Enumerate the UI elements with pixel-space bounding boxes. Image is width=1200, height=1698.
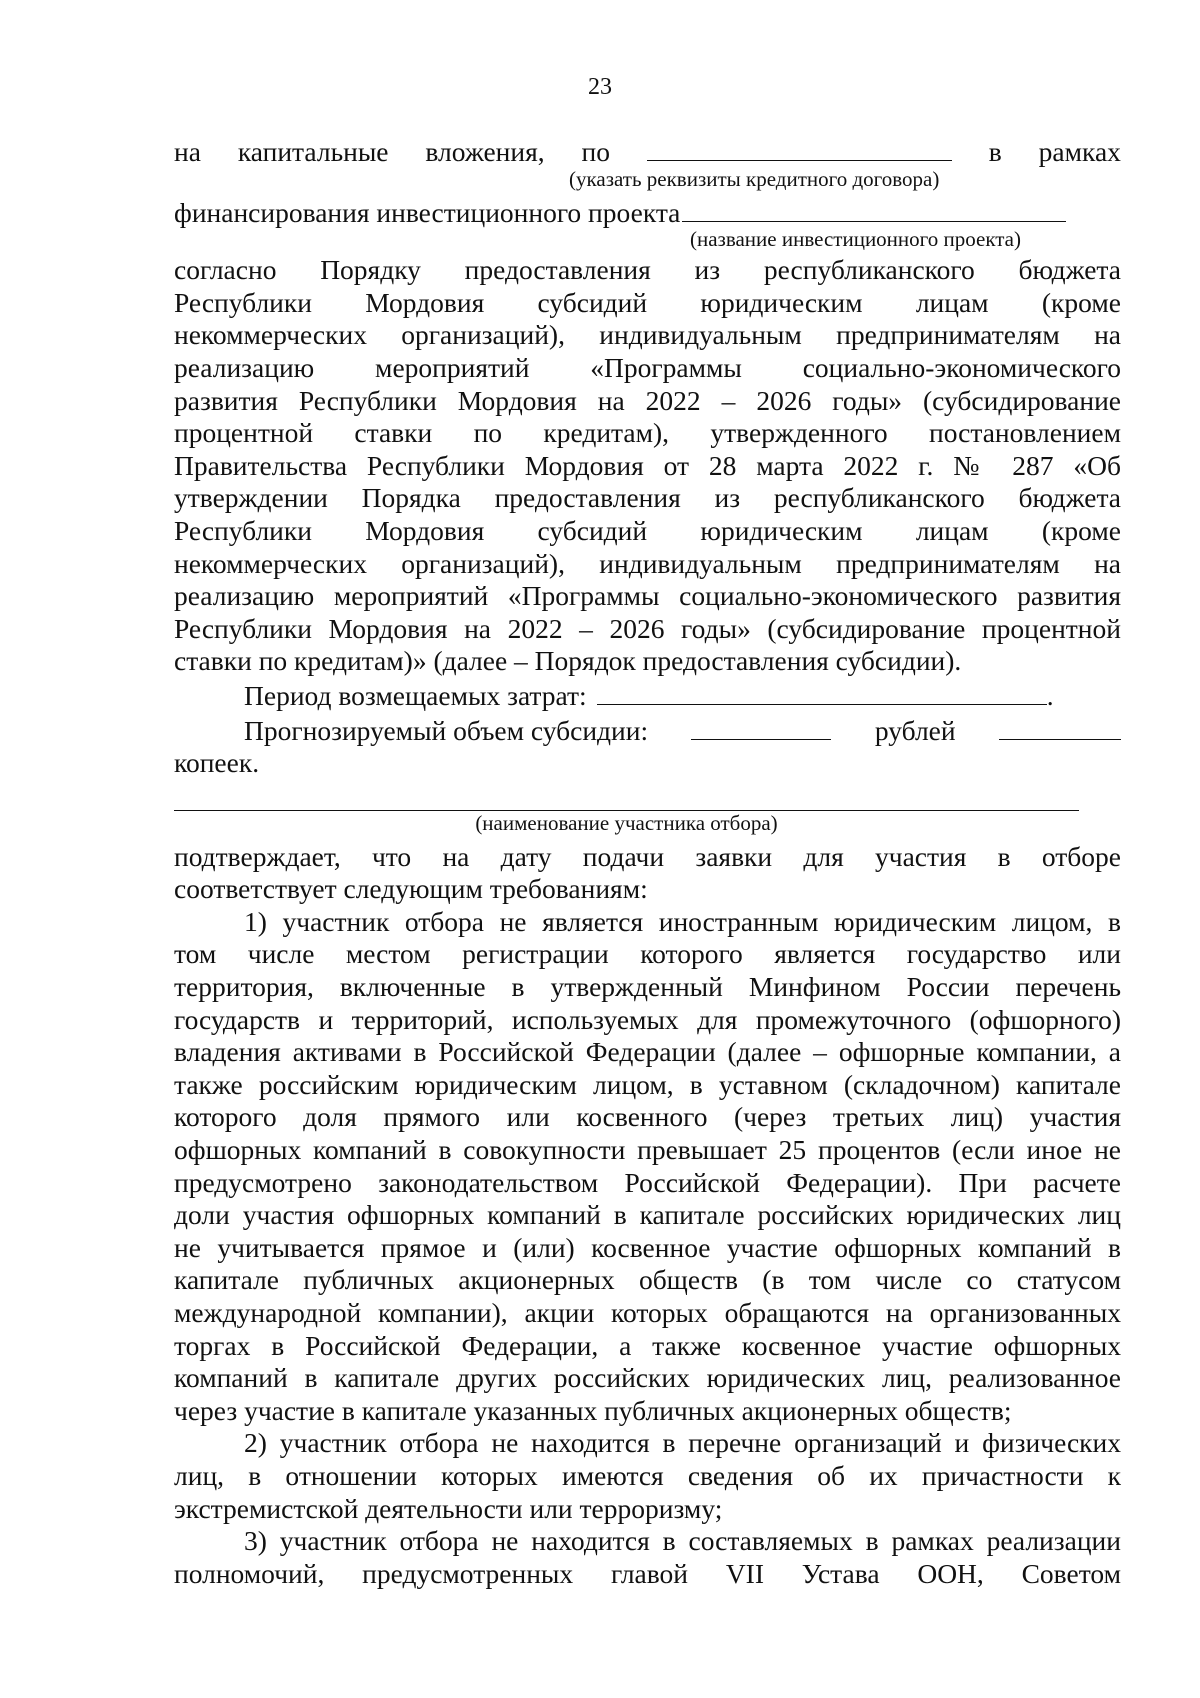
text-line: владения активами в Российской Федерации (далее – офшорные компании, а	[174, 1036, 1121, 1068]
period-line: Период возмещаемых затрат: .	[244, 679, 1054, 711]
text-line: согласно Порядку предоставления из республиканского бюджета	[174, 254, 1121, 286]
requirement-2-last: экстремистской деятельности или терроризму;	[174, 1492, 723, 1524]
page-number: 23	[588, 74, 612, 100]
text-line: международной компании), акции которых обращаются на организованных	[174, 1297, 1121, 1328]
intro-line-2: финансирования инвестиционного проекта	[174, 195, 1121, 230]
requirement-1-last: через участие в капитале указанных публичных акционерных обществ;	[174, 1394, 1012, 1426]
text-line: развития Республики Мордовия на 2022 – 2026 годы» (субсидирование	[174, 384, 1121, 416]
text-line: утверждении Порядка предоставления из республиканского бюджета	[174, 482, 1121, 514]
text-line: Республики Мордовия субсидий юридическим лицам (кроме	[174, 514, 1121, 546]
text-line: предусмотрено законодательством Российской Федерации). При расчете	[174, 1166, 1121, 1198]
text-line: полномочий, предусмотренных главой VII Устава ООН, Советом	[174, 1557, 1121, 1589]
caption-project: (название инвестиционного проекта)	[690, 227, 1021, 252]
requirement-2	[174, 1427, 1121, 1492]
caption-participant: (наименование участника отбора)	[475, 810, 778, 835]
text-line: не учитывается прямое и (или) косвенное участие офшорных компаний в	[174, 1231, 1121, 1263]
text-line: 2) участник отбора не находится в перечне организаций и физических	[244, 1427, 1121, 1459]
text-line: 3) участник отбора не находится в составляемых в рамках реализации	[244, 1525, 1121, 1557]
text-line: офшорных компаний в совокупности превышает 25 процентов (если иное не	[174, 1134, 1121, 1166]
text-line: некоммерческих организаций), индивидуальным предпринимателям на	[174, 547, 1121, 579]
requirement-1	[174, 906, 1121, 1395]
text-line: 1) участник отбора не является иностранным юридическим лицом, в	[244, 905, 1121, 937]
text-line: том числе местом регистрации которого является государство или	[174, 938, 1121, 970]
text-line: торгах в Российской Федерации, а также косвенное участие офшорных	[174, 1329, 1121, 1361]
paragraph-main-last: ставки по кредитам)» (далее – Порядок предоставления субсидии).	[174, 645, 962, 677]
text-line: лиц, в отношении которых имеются сведения об их причастности к	[174, 1459, 1121, 1491]
text-line: Республики Мордовия субсидий юридическим лицам (кроме	[174, 286, 1121, 318]
text-line: доли участия офшорных компаний в капитале российских юридических лиц	[174, 1199, 1121, 1231]
intro-line-1: на капитальные вложения, по в рамках	[174, 136, 1121, 167]
text-line: реализацию мероприятий «Программы социально-экономического	[174, 351, 1121, 383]
text-line: также российским юридическим лицом, в уставном (складочном) капитале	[174, 1068, 1121, 1100]
text-line: процентной ставки по кредитам), утвержденного постановлением	[174, 417, 1121, 449]
document-body	[174, 134, 1121, 1590]
caption-credit: (указать реквизиты кредитного договора)	[569, 166, 940, 191]
kopecks-label: копеек.	[174, 747, 260, 779]
text-line: территория, включенные в утвержденный Минфином России перечень	[174, 971, 1121, 1003]
text-line: капитале публичных акционерных обществ (в том числе со статусом	[174, 1264, 1121, 1296]
text-line: которого доля прямого или косвенного (через третьих лиц) участия	[174, 1101, 1121, 1133]
paragraph-confirm	[174, 841, 1121, 874]
text-line: некоммерческих организаций), индивидуальным предпринимателям на	[174, 319, 1121, 351]
requirement-3	[174, 1525, 1121, 1590]
forecast-line: Прогнозируемый объем субсидии: рублей	[174, 713, 1121, 748]
period-field[interactable]	[597, 678, 1047, 705]
kopecks-field[interactable]	[999, 713, 1121, 740]
project-name-field[interactable]	[682, 195, 1066, 222]
text-line: Республики Мордовия на 2022 – 2026 годы» (субсидирование процентной	[174, 612, 1121, 644]
text-line: подтверждает, что на дату подачи заявки для участия в отборе	[174, 840, 1121, 872]
credit-agreement-field[interactable]	[647, 134, 952, 161]
paragraph-confirm-last: соответствует следующим требованиям:	[174, 873, 648, 905]
text-line: государств и территорий, используемых для промежуточного (офшорного)	[174, 1003, 1121, 1035]
text-line: компаний в капитале других российских юридических лиц, реализованное	[174, 1362, 1121, 1394]
rubles-field[interactable]	[691, 713, 831, 740]
text-line: Правительства Республики Мордовия от 28 марта 2022 г. № 287 «Об	[174, 449, 1121, 481]
text-line: реализацию мероприятий «Программы социально-экономического развития	[174, 580, 1121, 612]
paragraph-main	[174, 254, 1121, 645]
